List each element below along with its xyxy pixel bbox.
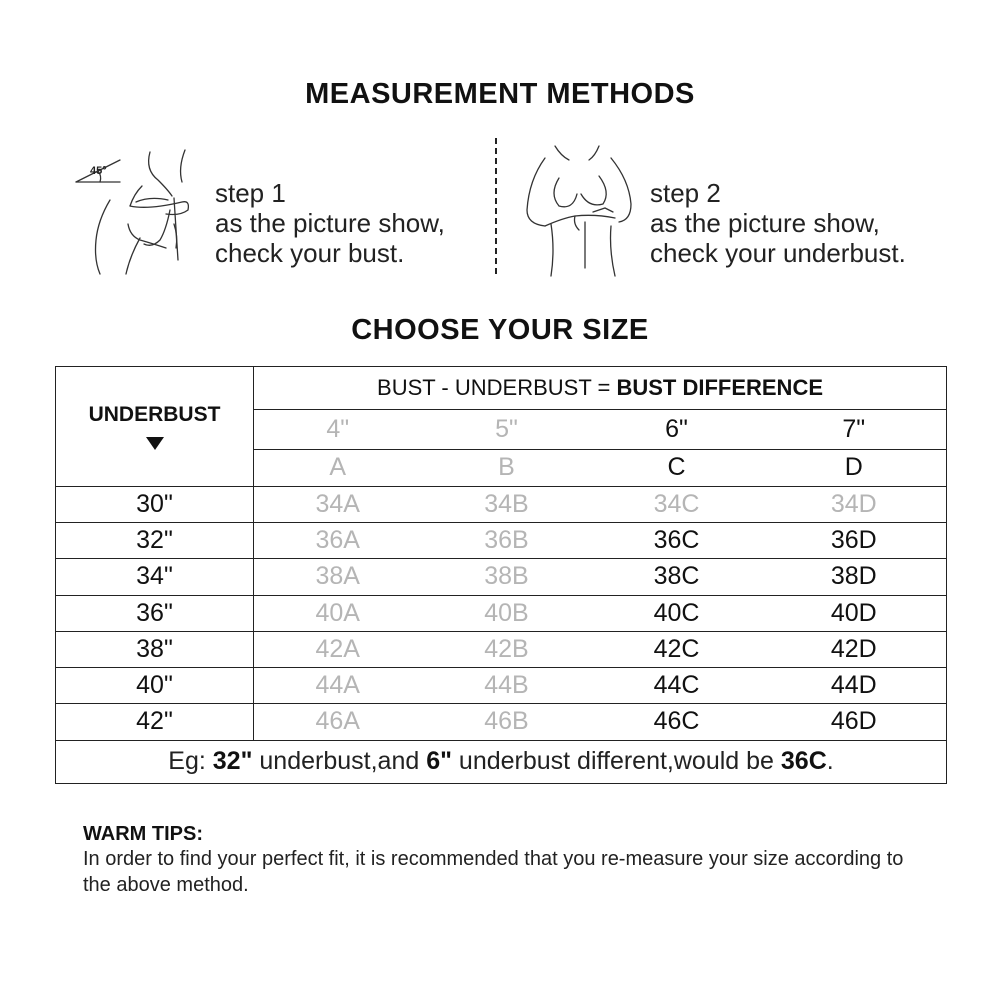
vertical-divider: [495, 138, 497, 274]
example-note: [56, 740, 947, 783]
size-cell: 36C: [592, 523, 762, 559]
size-cell: 38D: [762, 559, 947, 595]
warm-tips-title: WARM TIPS:: [83, 823, 203, 845]
size-cell: 38C: [592, 559, 762, 595]
size-cell: 44A: [254, 668, 422, 704]
step-1-instructions: [215, 178, 445, 268]
example-size-value: 36C: [780, 747, 827, 776]
example-part-4: .: [826, 747, 834, 776]
difference-header: 7": [762, 410, 947, 449]
formula-result: BUST DIFFERENCE: [616, 375, 823, 401]
size-cell: 34A: [254, 486, 422, 522]
size-cell: 36A: [254, 523, 422, 559]
underbust-cell: 30": [56, 486, 254, 522]
table-row: [56, 595, 947, 631]
cup-header: D: [762, 449, 947, 486]
underbust-cell: 38": [56, 631, 254, 667]
size-chart-table: [55, 366, 947, 784]
underbust-header-cell: [56, 367, 254, 487]
table-row: [56, 631, 947, 667]
example-part-3: underbust different,would be: [451, 747, 781, 776]
measurement-methods-title: MEASUREMENT METHODS: [305, 78, 695, 110]
step-2-heading: step 2: [650, 178, 721, 208]
size-cell: 44C: [592, 668, 762, 704]
step-1-line-1: as the picture show,: [215, 208, 445, 238]
warm-tips-text: In order to find your perfect fit, it is recommended that you re-measure your size according to the above method.: [83, 848, 904, 896]
difference-header: 4": [254, 410, 422, 449]
step-2-instructions: [650, 178, 906, 268]
underbust-measurement-illustration: [515, 140, 640, 280]
size-cell: 40C: [592, 595, 762, 631]
example-part-2: underbust,and: [252, 747, 427, 776]
table-row: [56, 668, 947, 704]
underbust-cell: 42": [56, 704, 254, 740]
down-triangle-icon: [146, 437, 164, 450]
formula-header: [254, 367, 947, 410]
size-cell: 42D: [762, 631, 947, 667]
table-row: [56, 559, 947, 595]
size-cell: 46D: [762, 704, 947, 740]
size-cell: 44D: [762, 668, 947, 704]
choose-your-size-title: CHOOSE YOUR SIZE: [351, 314, 649, 346]
angle-label: 45°: [90, 165, 107, 177]
size-cell: 40D: [762, 595, 947, 631]
size-cell: 42B: [422, 631, 592, 667]
difference-header: 5": [422, 410, 592, 449]
size-cell: 36B: [422, 523, 592, 559]
example-part-1: Eg:: [168, 747, 213, 776]
example-difference-value: 6": [426, 747, 452, 776]
underbust-cell: 34": [56, 559, 254, 595]
size-cell: 46A: [254, 704, 422, 740]
bust-measurement-illustration: [70, 140, 200, 280]
step-2-line-2: check your underbust.: [650, 238, 906, 268]
underbust-cell: 32": [56, 523, 254, 559]
size-cell: 46B: [422, 704, 592, 740]
underbust-cell: 40": [56, 668, 254, 704]
cup-header: B: [422, 449, 592, 486]
warm-tips: [83, 822, 923, 898]
underbust-cell: 36": [56, 595, 254, 631]
size-cell: 34D: [762, 486, 947, 522]
size-cell: 34B: [422, 486, 592, 522]
example-underbust-value: 32": [212, 747, 253, 776]
step-1-heading: step 1: [215, 178, 286, 208]
size-cell: 34C: [592, 486, 762, 522]
formula-prefix: BUST - UNDERBUST =: [377, 375, 617, 401]
cup-header: C: [592, 449, 762, 486]
cup-header: A: [254, 449, 422, 486]
size-cell: 40B: [422, 595, 592, 631]
size-cell: 42A: [254, 631, 422, 667]
size-cell: 36D: [762, 523, 947, 559]
step-1-line-2: check your bust.: [215, 238, 405, 268]
size-cell: 40A: [254, 595, 422, 631]
size-cell: 38A: [254, 559, 422, 595]
size-cell: 46C: [592, 704, 762, 740]
step-2-line-1: as the picture show,: [650, 208, 880, 238]
table-row: [56, 486, 947, 522]
table-row: [56, 523, 947, 559]
underbust-header: UNDERBUST: [88, 402, 221, 426]
size-cell: 42C: [592, 631, 762, 667]
size-cell: 44B: [422, 668, 592, 704]
difference-header: 6": [592, 410, 762, 449]
size-cell: 38B: [422, 559, 592, 595]
table-row: [56, 704, 947, 740]
